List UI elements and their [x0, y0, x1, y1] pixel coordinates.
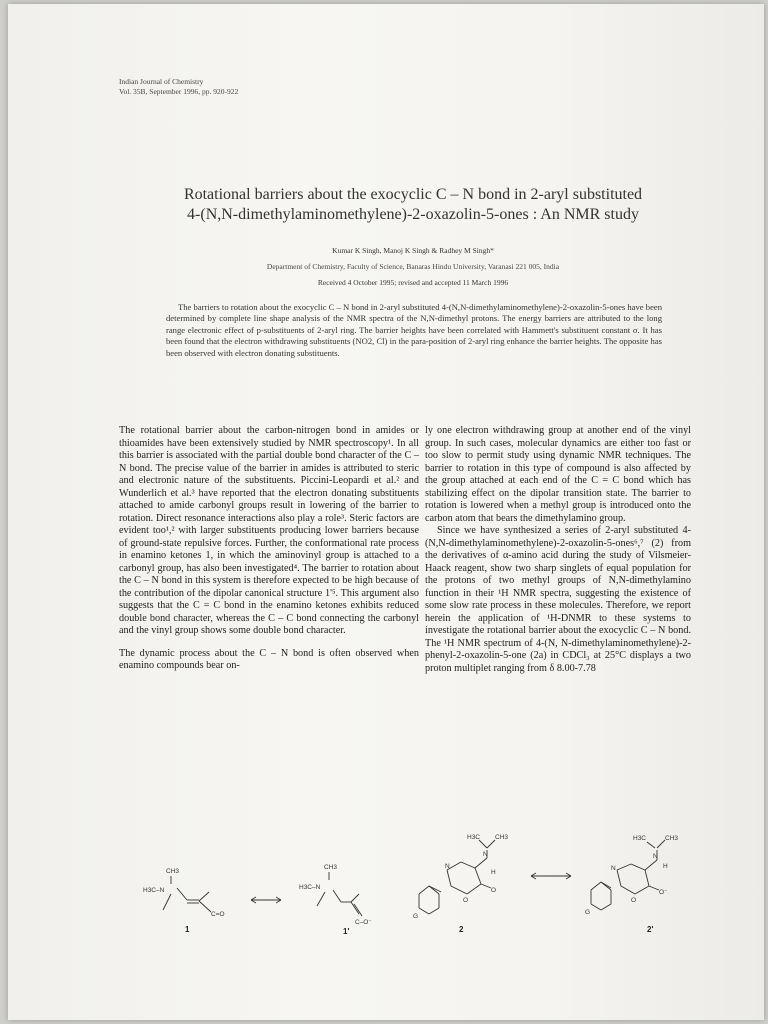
struct-2-h3c: H3C — [467, 834, 481, 841]
struct-1-c-eq-o: C=O — [211, 911, 225, 918]
journal-page — [8, 4, 764, 1020]
struct-2p-ring-o: O — [631, 897, 637, 904]
struct-2p-ring-n: N — [611, 865, 616, 872]
body-paragraph: ly one electron withdrawing group at another end of the vinyl group. In such cases, molecular dynamics are either too fast or too slow to permit study using dynamic NMR techniques. The barrier to rotation in this type of compound is also affected by the group attached at each end of the C = C bond which has stabilizing effect on the dipolar transition state. The barrier to rotation is lowered when a methyl group is introduced onto the carbon atom that bears the dimethylamino group. — [425, 425, 691, 524]
label-1-prime: 1' — [343, 927, 350, 936]
struct-2-n: N — [483, 851, 488, 858]
struct-2p-o-minus: O⁻ — [659, 889, 668, 896]
struct-1p-ch3: CH3 — [324, 864, 338, 871]
body-paragraph: The dynamic process about the C – N bond is often observed when enamino compounds bear on- — [119, 647, 419, 671]
abstract: The barriers to rotation about the exocyclic C – N bond in 2-aryl substituted 4-(N,N-dimethylaminomethylene)-2-oxazolin-5-ones have been determined by complete line shape analysis of the NMR spectra of the N,N-dimethyl protons. The energy barriers are attributed to the long range electronic effect of p-substituents of 2-aryl ring. The barrier heights have been correlated with Hammett's substituent constant σ. It has been found that the electron withdrawing substituents (NO2, Cl) in the para-position of 2-aryl ring enhance the barrier heights. The opposite has been observed with electron donating substituents. — [166, 302, 662, 358]
received-dates: Received 4 October 1995; revised and accepted 11 March 1996 — [317, 278, 509, 287]
struct-2-h: H — [491, 869, 496, 876]
authors: Kumar K Singh, Manoj K Singh & Radhey M Singh* — [332, 246, 494, 255]
structures-svg — [119, 826, 719, 946]
struct-1p-c-o-minus: C–O⁻ — [355, 919, 372, 926]
struct-2-ring-o: O — [463, 897, 469, 904]
affiliation: Department of Chemistry, Faculty of Science, Banaras Hindu University, Varanasi 221 005, India — [266, 262, 560, 271]
journal-volume: Vol. 35B, September 1996, pp. 920-922 — [119, 87, 239, 96]
body-paragraph: The rotational barrier about the carbon-nitrogen bond in amides or thioamides have been extensively studied by NMR spectroscopy¹. In all this barrier is associated with the partial double bond character of the C – N bond. The precise value of the barrier in amides is attributed to steric and electronic nature of the substituents. Piccini-Leopardi et al.² and Wunderlich et al.³ have reported that the electron donating substituents attached to amide carbonyl groups result in lowering of the barrier to rotation. Direct resonance interactions also play a role³. Steric factors are evident too¹,² with larger substituents producing lower barriers because of ground-state repulsive forces. Further, the conformational rate process in enamino ketones 1, in which the aminovinyl group is attached to a carbonyl group, has also been investigated⁴. The barrier to rotation about the C – N bond in this system is therefore expected to be high because of the contribution of the dipolar canonical structure 1'⁵. This argument also suggests that the C = C bond in the enamino ketones exhibits reduced double bond character, whereas the C – C bond connecting the carbonyl and the vinyl group shows some double bond character. — [119, 425, 419, 636]
journal-name: Indian Journal of Chemistry — [119, 77, 204, 86]
article-title — [108, 185, 718, 225]
struct-2-carbonyl-o: O — [491, 887, 497, 894]
journal-header — [119, 77, 238, 97]
title-line-1: Rotational barriers about the exocyclic C – N bond in 2-aryl substituted — [183, 186, 643, 203]
body-column-right — [425, 425, 691, 675]
struct-2p-g: G — [585, 909, 591, 916]
body-column-left — [119, 425, 419, 673]
struct-2-ring-n: N — [445, 863, 450, 870]
struct-1-h3c-n: H3C–N — [143, 887, 165, 894]
struct-2-g: G — [413, 913, 419, 920]
title-line-2: 4-(N,N-dimethylaminomethylene)-2-oxazolin-5-ones : An NMR study — [187, 206, 639, 223]
struct-1p-h3c-n: H3C–N — [299, 884, 321, 891]
struct-2-ch3: CH3 — [495, 834, 509, 841]
chemical-structures — [119, 826, 719, 946]
struct-1-ch3: CH3 — [166, 868, 180, 875]
struct-2p-h3c: H3C — [633, 835, 647, 842]
body-paragraph: Since we have synthesized a series of 2-aryl substituted 4-(N,N-dimethylaminomethylene)-2-oxazolin-5-ones⁶,⁷ (2) from the derivatives of α-amino acid during the study of Vilsmeier-Haack reagent, show two sharp singlets of equal population for the protons of two methyl groups of N,N-dimethylamino function in their ¹H NMR spectra, suggesting the existence of some slow rate process in these molecules. Therefore, we report herein the application of ¹H-DNMR to these systems to investigate the rotational barrier about the exocyclic C – N bond. The ¹H NMR spectrum of 4-(N, N-dimethylaminomethylene)-2-phenyl-2-oxazolin-5-one (2a) in CDCl₃ at 25°C displays a two proton multiplet ranging from δ 8.00-7.78 — [425, 525, 691, 674]
struct-2p-n: N — [653, 853, 658, 860]
struct-2p-h: H — [663, 863, 668, 870]
label-2-prime: 2' — [647, 925, 654, 934]
label-1: 1 — [185, 925, 190, 934]
struct-2p-ch3: CH3 — [665, 835, 679, 842]
label-2: 2 — [459, 925, 464, 934]
